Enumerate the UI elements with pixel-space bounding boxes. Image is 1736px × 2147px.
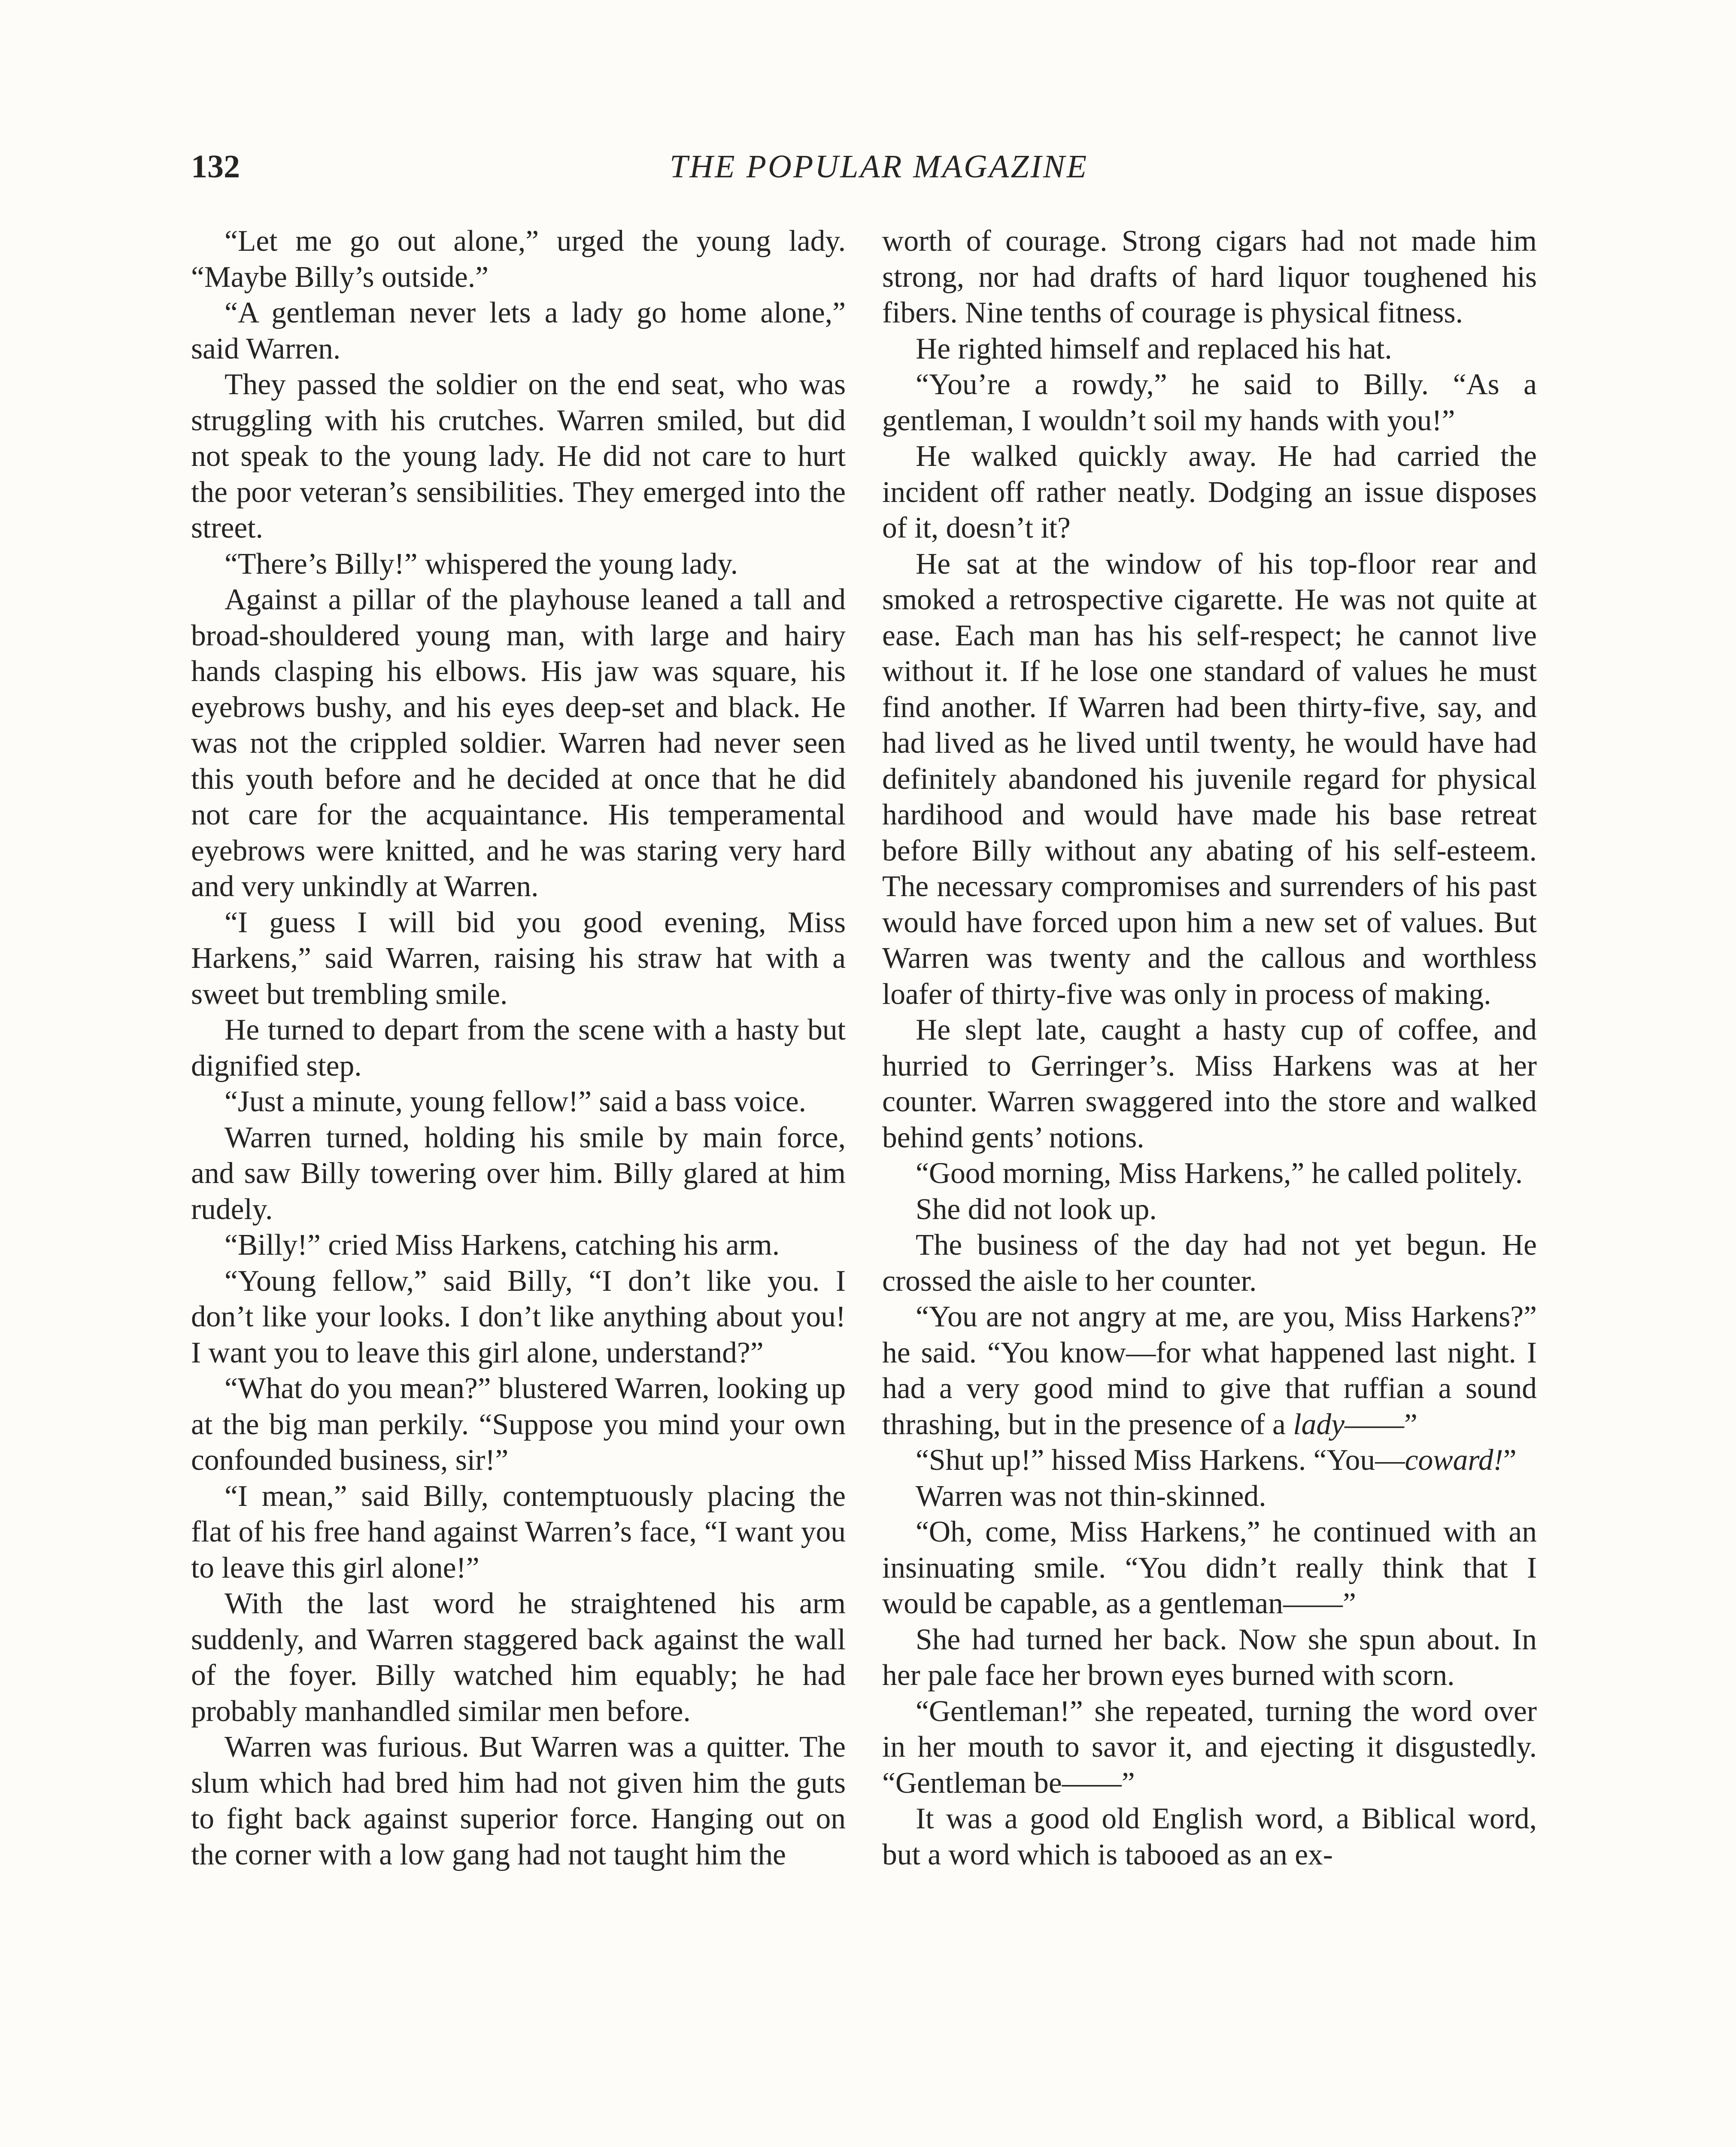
paragraph: “I guess I will bid you good evening, Miss Harkens,” said Warren, raising his straw hat with a sweet but trembling smile. — [191, 906, 846, 1011]
paragraph: worth of courage. Strong cigars had not made him strong, nor had drafts of hard liquor toughened his fibers. Nine tenths of courage is physical fitness. — [882, 225, 1537, 329]
paragraph: “Just a minute, young fellow!” said a bass voice. — [225, 1085, 806, 1118]
paragraph: “You’re a rowdy,” he said to Billy. “As a gentleman, I wouldn’t soil my hands with you!” — [882, 368, 1537, 437]
paragraph: She had turned her back. Now she spun about. In her pale face her brown eyes burned with scorn. — [882, 1623, 1537, 1692]
paragraph: He righted himself and replaced his hat. — [916, 332, 1392, 365]
paragraph-tail: ” — [1503, 1444, 1517, 1477]
paragraph: Warren turned, holding his smile by main force, and saw Billy towering over him. Billy glared at him rudely. — [191, 1121, 846, 1226]
paragraph: Warren was not thin-skinned. — [916, 1479, 1266, 1513]
paragraph: “There’s Billy!” whispered the young lady. — [225, 547, 738, 581]
running-title: THE POPULAR MAGAZINE — [669, 149, 1089, 185]
paragraph: It was a good old English word, a Biblical word, but a word which is tabooed as an ex- — [882, 1802, 1537, 1871]
paragraph-text: “You are not angry at me, are you, Miss Harkens?” he said. “You know—for what happened last night. I had a very good mind to give that ruffian a sound thrashing, but in the presence of a — [882, 1300, 1537, 1441]
paragraph — [882, 1299, 1537, 1442]
paragraph: “Billy!” cried Miss Harkens, catching his arm. — [225, 1229, 780, 1262]
paragraph: The business of the day had not yet begun. He crossed the aisle to her counter. — [882, 1229, 1537, 1298]
paragraph: “Let me go out alone,” urged the young lady. “Maybe Billy’s outside.” — [191, 225, 846, 294]
italic-word: lady — [1293, 1408, 1344, 1441]
paragraph: “Good morning, Miss Harkens,” he called politely. — [916, 1157, 1523, 1190]
paragraph: “A gentleman never lets a lady go home alone,” said Warren. — [191, 296, 846, 365]
paragraph: They passed the soldier on the end seat, who was struggling with his crutches. Warren smiled, but did not speak to the young lady. He did not care to hurt the poor veteran’s sensibilities. They emerged into the street. — [191, 368, 846, 544]
italic-word: coward! — [1405, 1444, 1503, 1477]
paragraph: “Gentleman!” she repeated, turning the word over in her mouth to savor it, and ejecting it disgustedly. “Gentleman be——” — [882, 1694, 1537, 1800]
paragraph: “Oh, come, Miss Harkens,” he continued with an insinuating smile. “You didn’t really think that I would be capable, as a gentleman——” — [882, 1515, 1537, 1620]
page-header — [191, 145, 1567, 197]
paragraph: He walked quickly away. He had carried the incident off rather neatly. Dodging an issue disposes of it, doesn’t it? — [882, 440, 1537, 544]
page-number: 132 — [191, 149, 240, 185]
paragraph: He sat at the window of his top-floor rear and smoked a retrospective cigarette. He was not quite at ease. Each man has his self-respect; he cannot live without it. If he lose one standard of values he must find another. If Warren had been thirty-five, say, and had lived as he lived until twenty, he would have had definitely abandoned his juvenile regard for physical hardihood and would have made his base retreat before Billy without any abating of his self-esteem. The necessary compromises and surrenders of his past would have forced upon him a new set of values. But Warren was twenty and the callous and worthless loafer of thirty-five was only in process of making. — [882, 547, 1537, 1011]
paragraph: With the last word he straightened his arm suddenly, and Warren staggered back against the wall of the foyer. Billy watched him equably; he had probably manhandled similar men before. — [191, 1587, 846, 1728]
paragraph: Warren was furious. But Warren was a quitter. The slum which had bred him had not given him the guts to fight back against superior force. Hanging out on the corner with a low gang had not taught him the — [191, 1730, 846, 1871]
paragraph: He slept late, caught a hasty cup of coffee, and hurried to Gerringer’s. Miss Harkens was at her counter. Warren swaggered into the store and walked behind gents’ notions. — [882, 1013, 1537, 1154]
right-column — [882, 223, 1537, 1873]
paragraph: He turned to depart from the scene with a hasty but dignified step. — [191, 1013, 846, 1083]
paragraph: She did not look up. — [916, 1192, 1157, 1226]
paragraph-text: “Shut up!” hissed Miss Harkens. “You— — [916, 1444, 1405, 1477]
paragraph: “What do you mean?” blustered Warren, looking up at the big man perkily. “Suppose you mind your own confounded business, sir!” — [191, 1372, 846, 1477]
paragraph: “I mean,” said Billy, contemptuously placing the flat of his free hand against Warren’s face, “I want you to leave this girl alone!” — [191, 1479, 846, 1584]
paragraph: “Young fellow,” said Billy, “I don’t like you. I don’t like your looks. I don’t like anything about you! I want you to leave this girl alone, understand?” — [191, 1264, 846, 1369]
paragraph: Against a pillar of the playhouse leaned a tall and broad-shouldered young man, with large and hairy hands clasping his elbows. His jaw was square, his eyebrows bushy, and his eyes deep-set and black. He was not the crippled soldier. Warren had never seen this youth before and he decided at once that he did not care for the acquaintance. His temperamental eyebrows were knitted, and he was staring very hard and very unkindly at Warren. — [191, 583, 846, 903]
paragraph — [882, 1442, 1537, 1478]
left-column — [191, 223, 846, 1873]
paragraph-tail: ——” — [1344, 1408, 1417, 1441]
